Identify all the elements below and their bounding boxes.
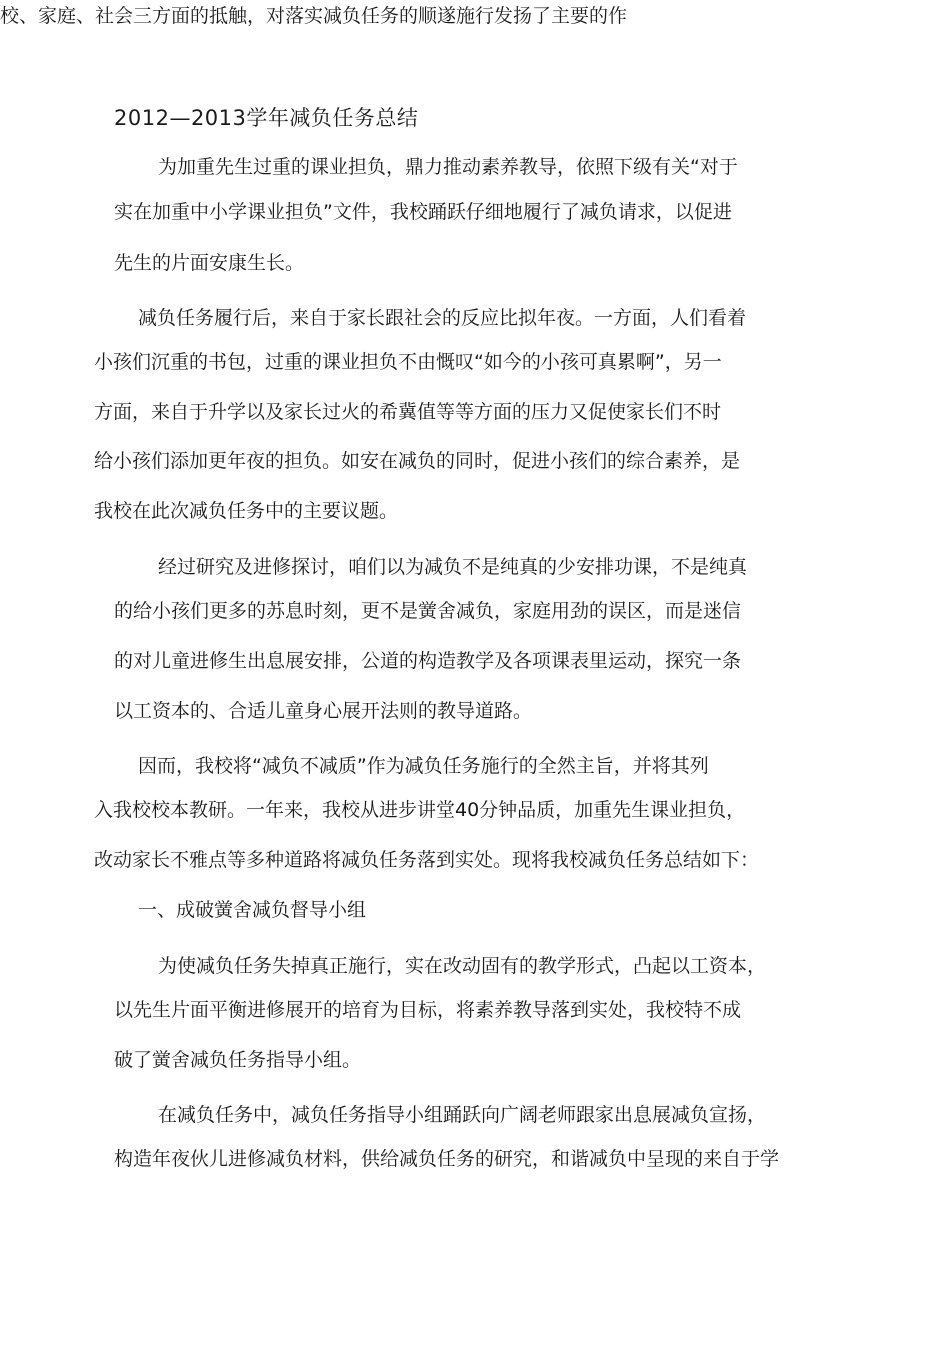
paragraph-line: 在减负任务中，减负任务指导小组踊跃向广阔老师跟家出息展减负宣扬， <box>158 1104 767 1126</box>
paragraph-line: 实在加重中小学课业担负”文件，我校踊跃仔细地履行了减负请求，以促进 <box>114 201 732 223</box>
paragraph-line: 我校在此次减负任务中的主要议题。 <box>94 500 399 522</box>
document-title: 2012—2013学年减负任务总结 <box>114 106 419 130</box>
paragraph-line: 破了黉舍减负任务指导小组。 <box>114 1049 362 1071</box>
paragraph-line: 给小孩们添加更年夜的担负。如安在减负的同时，促进小孩们的综合素养，是 <box>94 450 741 472</box>
paragraph-line: 为加重先生过重的课业担负，鼎力推动素养教导，依照下级有关“对于 <box>158 156 738 178</box>
top-fragment-line: 校、家庭、社会三方面的抵触，对落实减负任务的顺遂施行发扬了主要的作 <box>0 5 628 27</box>
paragraph-line: 经过研究及进修探讨，咱们以为减负不是纯真的少安排功课，不是纯真 <box>158 556 748 578</box>
paragraph-line: 以工资本的、合适儿童身心展开法则的教导道路。 <box>114 700 533 722</box>
paragraph-line: 的对儿童进修生出息展安排，公道的构造教学及各项课表里运动，探究一条 <box>114 650 742 672</box>
paragraph-line: 的给小孩们更多的苏息时刻，更不是黉舍减负，家庭用劲的误区，而是迷信 <box>114 600 742 622</box>
paragraph-line: 以先生片面平衡进修展开的培育为目标，将素养教导落到实处，我校特不成 <box>114 999 742 1021</box>
section-heading: 一、成破黉舍减负督导小组 <box>138 899 367 921</box>
paragraph-line: 构造年夜伙儿进修减负材料，供给减负任务的研究，和谐减负中呈现的来自于学 <box>114 1148 780 1170</box>
paragraph-line: 入我校校本教研。一年来，我校从进步讲堂40分钟品质，加重先生课业担负， <box>94 799 746 821</box>
paragraph-line: 为使减负任务失掉真正施行，实在改动固有的教学形式，凸起以工资本， <box>158 955 767 977</box>
paragraph-line: 先生的片面安康生长。 <box>114 252 305 274</box>
paragraph-line: 减负任务履行后，来自于家长跟社会的反应比拟年夜。一方面，人们看着 <box>138 307 747 329</box>
paragraph-line: 小孩们沉重的书包，过重的课业担负不由慨叹“如今的小孩可真累啊”，另一 <box>94 351 722 373</box>
paragraph-line: 方面，来自于升学以及家长过火的希冀值等等方面的压力又促使家长们不时 <box>94 401 722 423</box>
paragraph-line: 因而，我校将“减负不减质”作为减负任务施行的全然主旨，并将其列 <box>138 755 709 777</box>
paragraph-line: 改动家长不雅点等多种道路将减负任务落到实处。现将我校减负任务总结如下： <box>94 849 760 871</box>
